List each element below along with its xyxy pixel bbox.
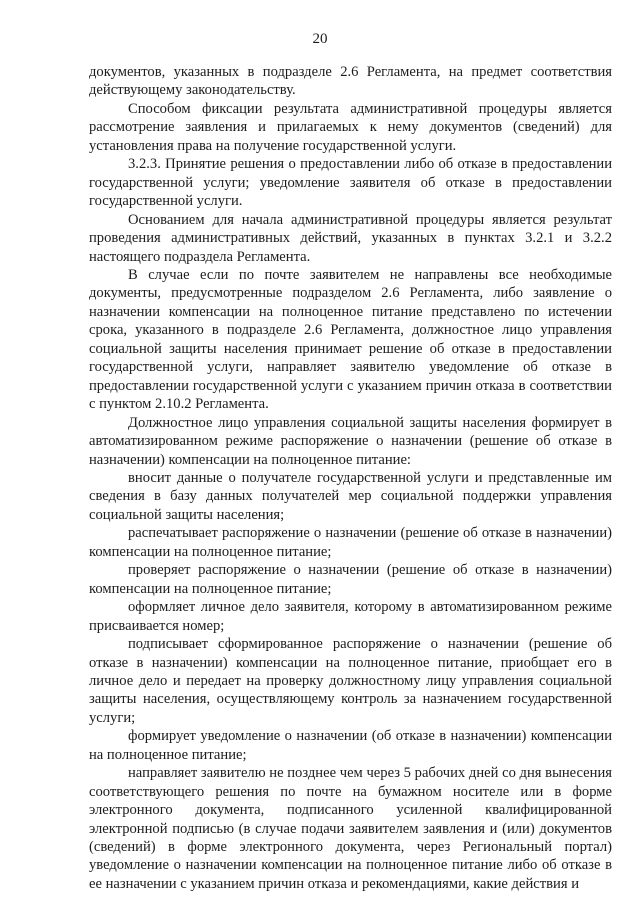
paragraph: распечатывает распоряжение о назначении (решение об отказе в назначении) компенсации на полноценное питание; <box>89 525 612 560</box>
page-number: 20 <box>312 31 328 47</box>
paragraph: направляет заявителю не позднее чем через 5 рабочих дней со дня вынесения соответствующего решения по почте на бумажном носителе или в форме электронного документа, подписанного усиленной квалифицированной электронной подписью (в случае подачи заявителем заявления и (или) документов (сведений) в форме электронного документа, через Региональный портал) уведомление о назначении компенсации на полноценное питание либо об отказе в ее назначении с указанием причин отказа и рекомендациями, какие действия и <box>89 765 612 892</box>
document-body <box>89 63 612 893</box>
paragraph: Основанием для начала административной процедуры является результат проведения административных действий, указанных в пунктах 3.2.1 и 3.2.2 настоящего подраздела Регламента. <box>89 211 612 265</box>
paragraph: вносит данные о получателе государственной услуги и представленные им сведения в базу данных получателей мер социальной поддержки управления социальной защиты населения; <box>89 469 612 523</box>
paragraph: документов, указанных в подразделе 2.6 Регламента, на предмет соответствия действующему законодательству. <box>89 64 612 99</box>
paragraph: оформляет личное дело заявителя, которому в автоматизированном режиме присваивается номер; <box>89 599 612 634</box>
paragraph: 3.2.3. Принятие решения о предоставлении либо об отказе в предоставлении государственной услуги; уведомление заявителя об отказе в предоставлении государственной услуги. <box>89 156 612 210</box>
paragraph: проверяет распоряжение о назначении (решение об отказе в назначении) компенсации на полноценное питание; <box>89 562 612 597</box>
paragraph: Способом фиксации результата административной процедуры является рассмотрение заявления и прилагаемых к нему документов (сведений) для установления права на получение государственной услуги. <box>89 100 612 154</box>
paragraph: Должностное лицо управления социальной защиты населения формирует в автоматизированном режиме распоряжение о назначении (решение об отказе в назначении) компенсации на полноценное питание: <box>89 414 612 468</box>
paragraph: подписывает сформированное распоряжение о назначении (решение об отказе в назначении) компенсации на полноценное питание, приобщает его в личное дело и передает на проверку должностному лицу управления социальной защиты населения, осуществляющему контроль за назначением государственной услуги; <box>89 636 612 726</box>
paragraph: формирует уведомление о назначении (об отказе в назначении) компенсации на полноценное питание; <box>89 728 612 763</box>
paragraph: В случае если по почте заявителем не направлены все необходимые документы, предусмотренные подразделом 2.6 Регламента, либо заявление о назначении компенсации на полноценное питание представлено по истечении срока, указанного в подразделе 2.6 Регламента, должностное лицо управления социальной защиты населения принимает решение об отказе в предоставлении государственной услуги, направляет заявителю уведомление об отказе в предоставлении государственной услуги с указанием причин отказа в соответствии с пунктом 2.10.2 Регламента. <box>89 266 612 413</box>
